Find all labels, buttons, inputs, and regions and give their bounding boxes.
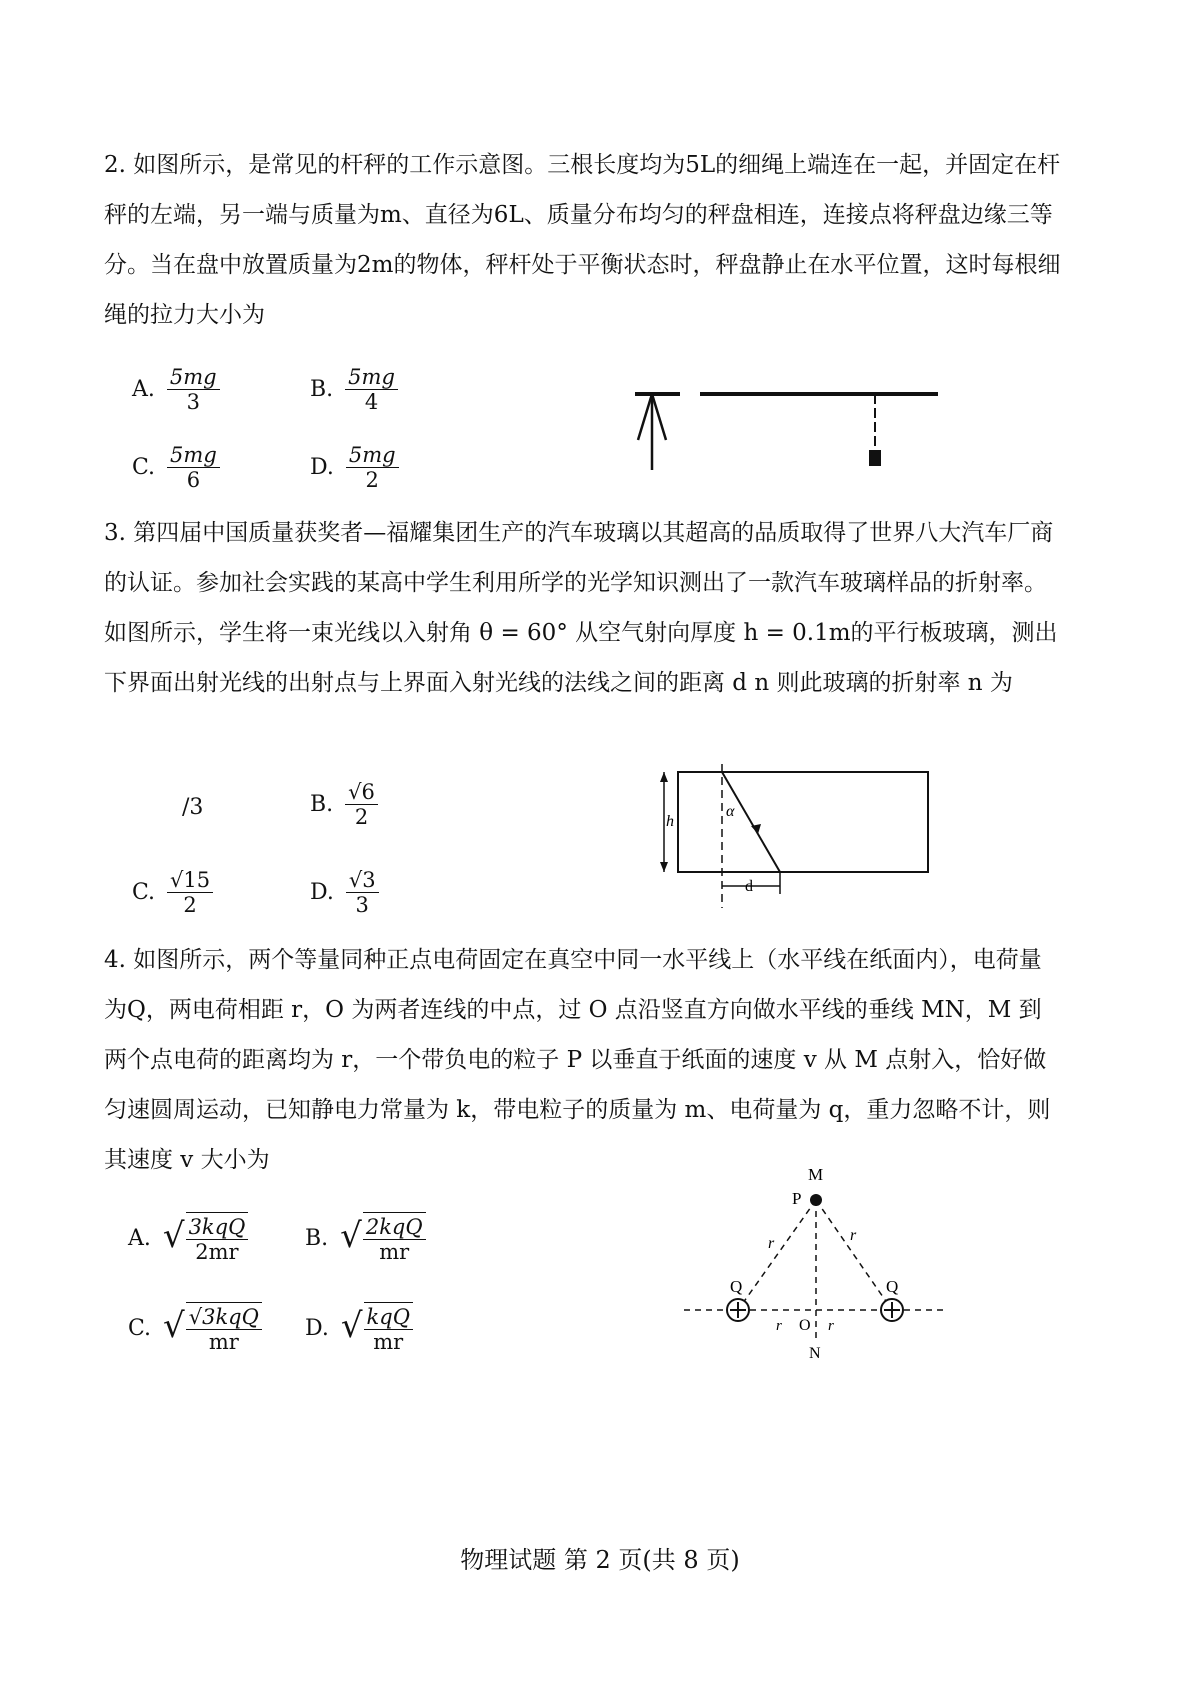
question-2-text: 2. 如图所示，是常见的杆秤的工作示意图。三根长度均为5L的细绳上端连在一起，并固定在杆秤的左端，另一端与质量为m、直径为6L、质量分布均匀的秤盘相连，连接点将秤盘边缘三等分。当在盘中放置质量为2m的物体，秤杆处于平衡状态时，秤盘静止在水平位置，这时每根细绳的拉力大小为 — [104, 152, 1061, 328]
right-distance-label: r — [850, 1227, 857, 1244]
pan-string-right — [652, 394, 666, 440]
question-4 — [104, 935, 1064, 1185]
alpha-label: α — [726, 803, 735, 820]
point-m-label: M — [808, 1165, 824, 1184]
bottom-left-distance-label: r — [776, 1318, 782, 1334]
q2-option-c: C. $\frac{5mg}{6}$ — [132, 443, 220, 492]
charges-figure — [680, 1158, 950, 1368]
glass-slab — [678, 772, 928, 872]
h-arrow-bottom — [660, 862, 668, 872]
question-3-text: 3. 第四届中国质量获奖者—福耀集团生产的汽车玻璃以其超高的品质取得了世界八大汽车厂商的认证。参加社会实践的某高中学生利用所学的光学知识测出了一款汽车玻璃样品的折射率。如图所示，学生将一束光线以入射角 θ = 60° 从空气射向厚度 h = 0.1m的平行板玻璃，测出下界面出射光线的出射点与上界面入射光线的法线之间的距离 d n 则此玻璃的折射率 n 为 — [104, 520, 1058, 696]
q2-option-b: B. $\frac{5mg}{4}$ — [310, 365, 398, 414]
bottom-right-distance-label: r — [828, 1318, 834, 1334]
q3-option-c: C. $\frac{√15}{2}$ — [132, 868, 213, 917]
q3-option-a: /3 — [182, 795, 204, 820]
h-label: h — [666, 813, 674, 830]
question-3 — [104, 508, 1064, 708]
q3-option-d: D. $\frac{√3}{3}$ — [310, 868, 379, 917]
page-footer: 物理试题 第 2 页(共 8 页) — [460, 1546, 740, 1574]
q2-option-a: A. $\frac{5mg}{3}$ — [132, 365, 220, 414]
point-o-label: O — [799, 1317, 811, 1334]
q4-option-c: C. √ $\frac{\text{√3kqQ}}{mr}$ — [128, 1302, 262, 1354]
left-distance-label: r — [768, 1235, 775, 1252]
q3-option-b: B. $\frac{√6}{2}$ — [310, 780, 378, 829]
steelyard-figure — [620, 380, 950, 480]
q2-option-d: D. $\frac{5mg}{2}$ — [310, 443, 399, 492]
line-p-to-left-charge — [738, 1200, 816, 1310]
q4-option-b: B. √ $\frac{\text{2kqQ}}{mr}$ — [305, 1212, 426, 1264]
q4-option-a: A. √ $\frac{\text{3kqQ}}{2mr}$ — [128, 1212, 248, 1264]
q4-option-d: D. √ $\frac{\text{kqQ}}{mr}$ — [305, 1302, 413, 1354]
d-label: d — [745, 878, 753, 895]
question-2 — [104, 140, 1064, 340]
right-charge-label: Q — [886, 1277, 899, 1296]
question-4-text: 4. 如图所示，两个等量同种正点电荷固定在真空中同一水平线上（水平线在纸面内），电荷量为Q，两电荷相距 r，O 为两者连线的中点，过 O 点沿竖直方向做水平线的垂线 MN，M 到两个点电荷的距离均为 r，一个带负电的粒子 P 以垂直于纸面的速度 v 从 M 点射入，恰好做匀速圆周运动，已知静电力常量为 k，带电粒子的质量为 m、电荷量为 q，重力忽略不计，则其速度 v 大小为 — [104, 947, 1051, 1173]
point-p-label: P — [792, 1189, 802, 1208]
line-p-to-right-charge — [816, 1200, 892, 1310]
refracted-ray — [722, 772, 780, 872]
point-n-label: N — [809, 1345, 821, 1362]
glass-slab-figure — [650, 760, 940, 920]
pan-string-left — [638, 394, 652, 440]
counterweight — [869, 450, 881, 466]
left-charge-label: Q — [730, 1277, 743, 1296]
h-arrow-top — [660, 772, 668, 782]
